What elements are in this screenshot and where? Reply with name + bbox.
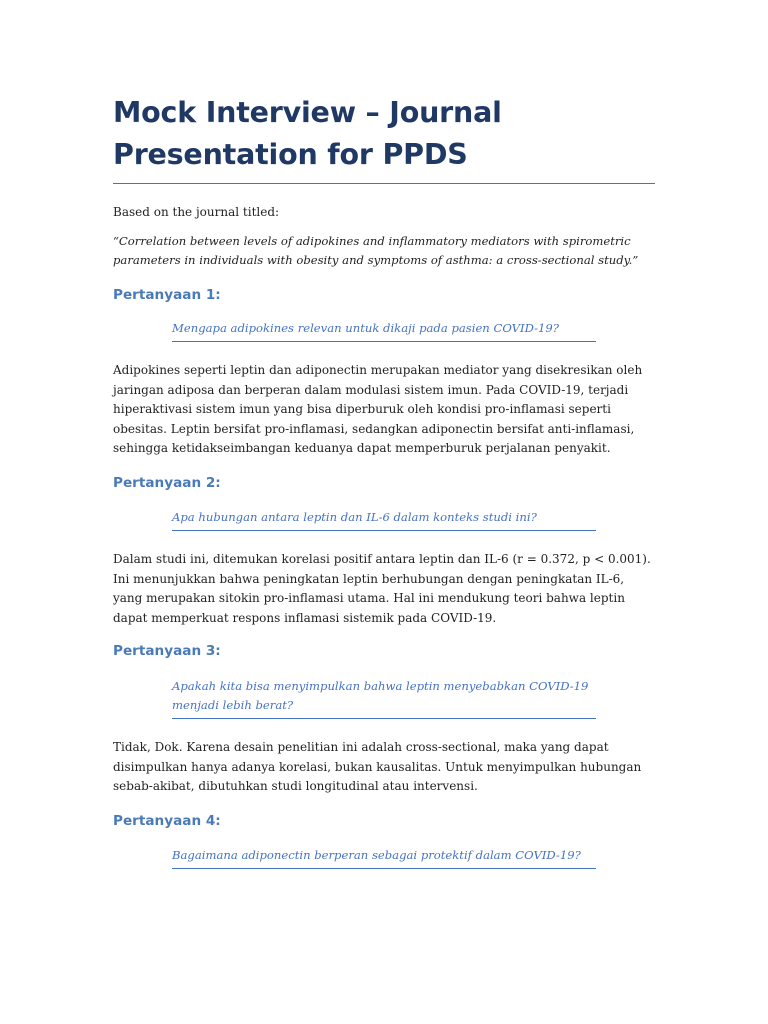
question-heading: Pertanyaan 2: bbox=[113, 475, 221, 491]
answer-text: Tidak, Dok. Karena desain penelitian ini adalah cross-sectional, maka yang dapat disimpulkan hanya adanya korelasi, bukan kausalitas. Untuk menyimpulkan hubungan sebab-akibat, dibutuhkan studi longitudinal atau intervensi. bbox=[113, 740, 642, 793]
question-section-1 bbox=[113, 285, 655, 305]
question-text: Mengapa adipokines relevan untuk dikaji pada pasien COVID-19? bbox=[172, 319, 596, 342]
answer-block-2 bbox=[113, 550, 655, 628]
question-text: Bagaimana adiponectin berperan sebagai protektif dalam COVID-19? bbox=[172, 846, 596, 869]
question-heading: Pertanyaan 1: bbox=[113, 287, 221, 303]
question-text: Apakah kita bisa menyimpulkan bahwa leptin menyebabkan COVID-19 menjadi lebih berat? bbox=[172, 677, 596, 719]
question-callout-2 bbox=[113, 508, 655, 531]
answer-block-3 bbox=[113, 738, 655, 797]
question-callout-4 bbox=[113, 846, 655, 869]
answer-text: Dalam studi ini, ditemukan korelasi positif antara leptin dan IL-6 (r = 0.372, p < 0.001). Ini menunjukkan bahwa peningkatan leptin berhubungan dengan peningkatan IL-6, yang merupakan sitokin pro-inflamasi utama. Hal ini mendukung teori bahwa leptin dapat memperkuat respons inflamasi sistemik pada COVID-19. bbox=[113, 552, 651, 625]
document-title: Mock Interview – Journal Presentation for PPDS bbox=[113, 92, 655, 184]
question-section-2 bbox=[113, 473, 655, 493]
question-section-3 bbox=[113, 641, 655, 661]
document-page bbox=[113, 92, 655, 270]
question-heading: Pertanyaan 3: bbox=[113, 643, 221, 659]
answer-block-1 bbox=[113, 361, 655, 459]
journal-title-quote: “Correlation between levels of adipokines and inflammatory mediators with spirometric parameters in individuals with obesity and symptoms of asthma: a cross-sectional study.” bbox=[113, 234, 639, 267]
question-text: Apa hubungan antara leptin dan IL-6 dalam konteks studi ini? bbox=[172, 508, 596, 531]
question-callout-3 bbox=[113, 677, 655, 719]
question-section-4 bbox=[113, 811, 655, 831]
intro-text: Based on the journal titled: bbox=[113, 205, 280, 219]
question-heading: Pertanyaan 4: bbox=[113, 813, 221, 829]
answer-text: Adipokines seperti leptin dan adiponectin merupakan mediator yang disekresikan oleh jaringan adiposa dan berperan dalam modulasi sistem imun. Pada COVID-19, terjadi hiperaktivasi sistem imun yang bisa diperburuk oleh kondisi pro-inflamasi seperti obesitas. Leptin bersifat pro-inflamasi, sedangkan adiponectin bersifat anti-inflamasi, sehingga ketidakseimbangan keduanya dapat memperburuk perjalanan penyakit. bbox=[113, 363, 643, 455]
question-callout-1 bbox=[113, 319, 655, 342]
